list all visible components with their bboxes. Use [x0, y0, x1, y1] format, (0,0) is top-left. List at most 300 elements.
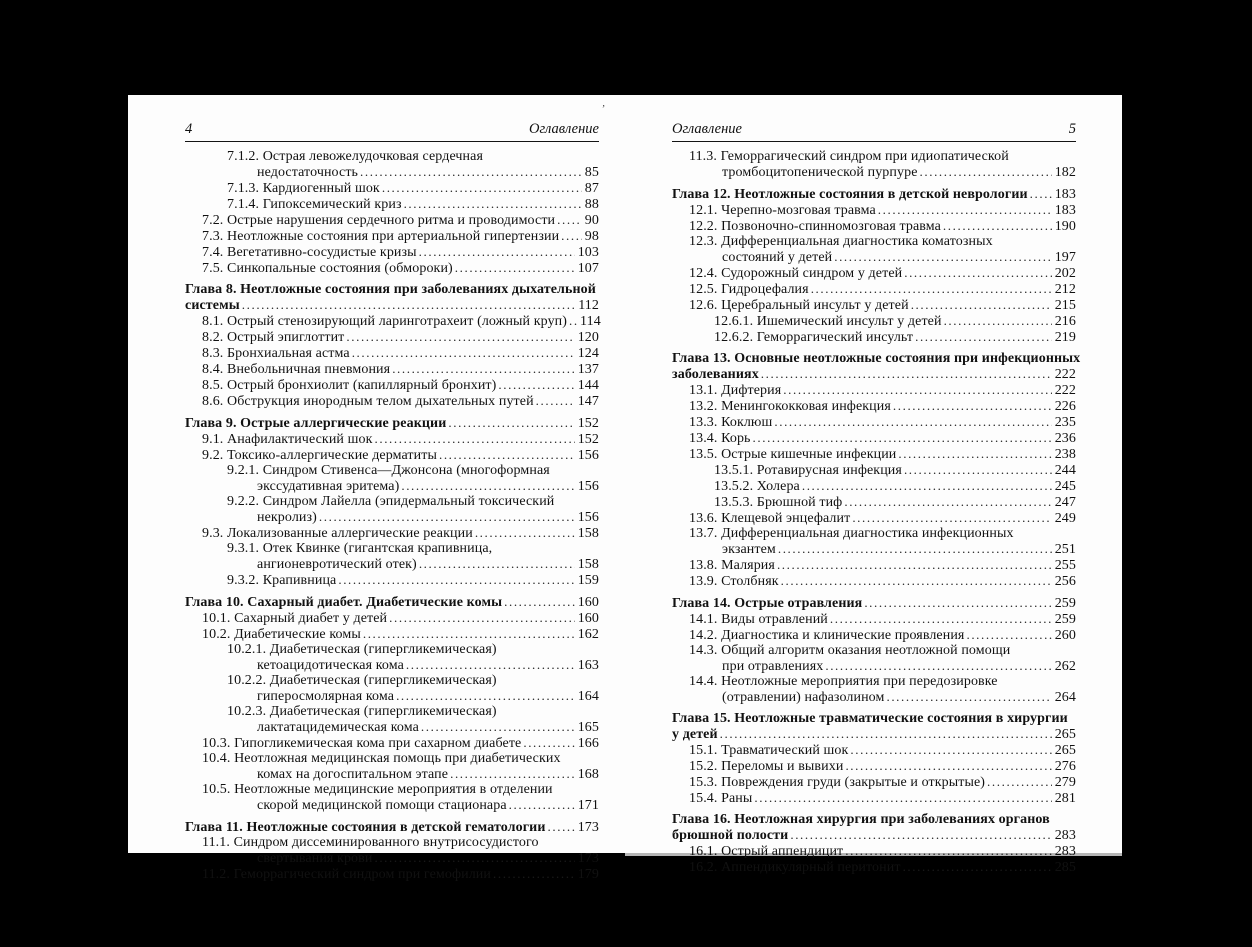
toc-entry — [672, 382, 1076, 398]
toc-entry — [672, 414, 1076, 430]
entry-text: ангионевротический отек) — [257, 557, 417, 572]
toc-entry — [185, 149, 599, 180]
entry-text: 15.4. Раны — [689, 791, 753, 806]
toc-entry — [185, 866, 599, 882]
entry-text: 13.5.1. Ротавирусная инфекция — [714, 463, 902, 478]
entry-text: 11.2. Геморрагический синдром при гемофилии — [202, 867, 491, 882]
toc-line — [672, 398, 1076, 414]
dot-leader — [389, 610, 575, 626]
entry-text: 14.1. Виды отравлений — [689, 612, 828, 627]
toc-entry — [672, 149, 1076, 180]
entry-page-number: 285 — [1054, 860, 1076, 875]
entry-page-number: 276 — [1054, 759, 1076, 774]
toc-line — [672, 526, 1076, 541]
entry-page-number: 173 — [577, 851, 599, 866]
entry-text: 13.5.2. Холера — [714, 479, 800, 494]
entry-page-number: 190 — [1054, 219, 1076, 234]
entry-text: 10.2.2. Диабетическая (гипергликемическая) — [227, 673, 497, 688]
dot-leader — [493, 866, 575, 882]
entry-page-number: 202 — [1054, 266, 1076, 281]
toc-entry — [672, 711, 1076, 742]
entry-page-number: 226 — [1054, 399, 1076, 414]
toc-entry — [672, 758, 1076, 774]
entry-page-number: 236 — [1054, 431, 1076, 446]
toc-line — [185, 541, 599, 556]
entry-page-number: 183 — [1054, 187, 1076, 202]
toc-line — [185, 164, 599, 180]
dot-leader — [374, 850, 574, 866]
toc-line — [672, 446, 1076, 462]
toc-line — [672, 414, 1076, 430]
entry-text: 7.1.2. Острая левожелудочковая сердечная — [227, 149, 483, 164]
toc-entry — [185, 782, 599, 813]
dot-leader — [920, 164, 1052, 180]
toc-line — [185, 766, 599, 782]
toc-line — [672, 774, 1076, 790]
toc-line — [185, 819, 599, 835]
dot-leader — [825, 658, 1051, 674]
toc-line — [672, 149, 1076, 164]
dot-leader — [844, 494, 1051, 510]
entry-page-number: 90 — [584, 213, 599, 228]
entry-page-number: 245 — [1054, 479, 1076, 494]
entry-text: 16.2. Аппендикулярный перитонит — [689, 860, 901, 875]
dot-leader — [783, 382, 1051, 398]
dot-leader — [419, 556, 575, 572]
dot-leader — [419, 244, 575, 260]
toc-line — [185, 212, 599, 228]
toc-line — [672, 758, 1076, 774]
entry-page-number: 197 — [1054, 250, 1076, 265]
dot-leader — [987, 774, 1052, 790]
entry-page-number: 152 — [577, 432, 599, 447]
toc-line — [185, 377, 599, 393]
toc-line — [185, 572, 599, 588]
entry-text: 13.5. Острые кишечные инфекции — [689, 447, 897, 462]
entry-text: 9.2.1. Синдром Стивенса—Джонсона (многоформная — [227, 463, 550, 478]
dot-leader — [911, 297, 1052, 313]
toc-line — [185, 642, 599, 657]
entry-text: 13.9. Столбняк — [689, 574, 779, 589]
toc-entry — [672, 843, 1076, 859]
toc-entry — [672, 774, 1076, 790]
scan-artifact-mark: ’ — [601, 103, 605, 115]
entry-page-number: 222 — [1054, 367, 1076, 382]
toc-entry — [185, 345, 599, 361]
entry-text: недостаточность — [257, 165, 359, 180]
toc-line — [672, 218, 1076, 234]
entry-text: 14.2. Диагностика и клинические проявления — [689, 628, 965, 643]
entry-page-number: 281 — [1054, 791, 1076, 806]
entry-text: 8.5. Острый бронхиолит (капиллярный бронхит) — [202, 378, 497, 393]
dot-leader — [778, 541, 1052, 557]
toc-line — [672, 711, 1076, 726]
toc-line — [185, 688, 599, 704]
dot-leader — [915, 329, 1052, 345]
toc-entry — [672, 478, 1076, 494]
toc-entry — [185, 180, 599, 196]
toc-entry — [185, 329, 599, 345]
toc-entry — [185, 610, 599, 626]
toc-entry — [185, 494, 599, 525]
toc-entry — [185, 260, 599, 276]
dot-leader — [781, 573, 1052, 589]
dot-leader — [448, 415, 574, 431]
dot-leader — [845, 758, 1051, 774]
entry-text: 16.1. Острый аппендицит — [689, 844, 844, 859]
entry-text: комах на догоспитальном этапе — [257, 767, 449, 782]
toc-entry — [672, 186, 1076, 202]
dot-leader — [1030, 186, 1052, 202]
toc-entry — [185, 626, 599, 642]
toc-line — [185, 797, 599, 813]
toc-line — [672, 689, 1076, 705]
entry-page-number: 260 — [1054, 628, 1076, 643]
entry-text: Глава 11. Неотложные состояния в детской гематологии — [185, 820, 546, 835]
dot-leader — [802, 478, 1052, 494]
toc-line — [185, 415, 599, 431]
dot-leader — [363, 626, 575, 642]
entry-page-number: 164 — [577, 689, 599, 704]
page-right — [625, 95, 1122, 875]
entry-text: 10.2. Диабетические комы — [202, 627, 361, 642]
toc-entry — [185, 313, 599, 329]
entry-text: 15.2. Переломы и вывихи — [689, 759, 844, 774]
entry-text: 7.1.4. Гипоксемический криз — [227, 197, 402, 212]
toc-line — [672, 366, 1076, 382]
entry-page-number: 247 — [1054, 495, 1076, 510]
entry-page-number: 265 — [1054, 743, 1076, 758]
toc-line — [185, 329, 599, 345]
toc-entry — [672, 510, 1076, 526]
entry-text: 14.3. Общий алгоритм оказания неотложной помощи — [689, 643, 1011, 658]
toc-entry — [672, 351, 1081, 382]
toc-line — [185, 313, 599, 329]
entry-text: 10.2.1. Диабетическая (гипергликемическая) — [227, 642, 497, 657]
page-header — [672, 121, 1076, 142]
toc-line — [672, 164, 1076, 180]
toc-entry — [185, 415, 599, 431]
entry-text: 7.5. Синкопальные состояния (обмороки) — [202, 261, 453, 276]
page-number: 5 — [1068, 121, 1076, 137]
entry-text: 9.3.1. Отек Квинке (гигантская крапивница, — [227, 541, 493, 556]
dot-leader — [319, 509, 575, 525]
dot-leader — [421, 719, 575, 735]
dot-leader — [404, 196, 582, 212]
toc-entry — [672, 557, 1076, 573]
entry-text: Глава 10. Сахарный диабет. Диабетические комы — [185, 595, 503, 610]
toc-line — [672, 186, 1076, 202]
toc-entry — [672, 674, 1076, 705]
toc-line — [672, 382, 1076, 398]
entry-text: 13.7. Дифференциальная диагностика инфекционных — [689, 526, 1014, 541]
toc-entry — [672, 526, 1076, 557]
dot-leader — [790, 827, 1051, 843]
toc-entry — [185, 212, 599, 228]
dot-leader — [498, 377, 574, 393]
entry-text: 7.4. Вегетативно-сосудистые кризы — [202, 245, 417, 260]
entry-page-number: 85 — [584, 165, 599, 180]
entry-text: 9.2. Токсико-аллергические дерматиты — [202, 448, 437, 463]
dot-leader — [878, 202, 1052, 218]
dot-leader — [382, 180, 582, 196]
page-header — [185, 121, 599, 142]
entry-text: 8.4. Внебольничная пневмония — [202, 362, 391, 377]
entry-text: Глава 15. Неотложные травматические состояния в хирургии — [672, 711, 1068, 726]
dot-leader — [834, 249, 1051, 265]
entry-text: (отравлении) нафазолином — [722, 690, 885, 705]
entry-page-number: 114 — [580, 314, 601, 329]
entry-text: 8.6. Обструкция инородным телом дыхательных путей — [202, 394, 534, 409]
entry-page-number: 244 — [1054, 463, 1076, 478]
dot-leader — [509, 797, 575, 813]
entry-page-number: 160 — [577, 595, 599, 610]
dot-leader — [401, 478, 574, 494]
toc-entry — [185, 463, 599, 494]
toc-entry — [672, 265, 1076, 281]
dot-leader — [242, 297, 575, 313]
dot-leader — [569, 313, 577, 329]
toc-line — [185, 657, 599, 673]
entry-text: 11.3. Геморрагический синдром при идиопатической — [689, 149, 1009, 164]
dot-leader — [774, 414, 1051, 430]
entry-text: тромбоцитопенической пурпуре — [722, 165, 918, 180]
entry-page-number: 212 — [1054, 282, 1076, 297]
entry-page-number: 165 — [577, 720, 599, 735]
toc-line — [185, 673, 599, 688]
toc-line — [185, 393, 599, 409]
toc-line — [185, 610, 599, 626]
entry-text: 12.1. Черепно-мозговая травма — [689, 203, 876, 218]
toc-entry — [185, 673, 599, 704]
entry-page-number: 251 — [1054, 542, 1076, 557]
entry-text: 15.1. Травматический шок — [689, 743, 849, 758]
toc-entry — [672, 398, 1076, 414]
dot-leader — [777, 557, 1052, 573]
entry-page-number: 156 — [577, 448, 599, 463]
entry-text: скорой медицинской помощи стационара — [257, 798, 507, 813]
toc-line — [185, 149, 599, 164]
dot-leader — [548, 819, 575, 835]
toc-line — [672, 611, 1076, 627]
toc-entry — [672, 297, 1076, 313]
entry-page-number: 158 — [577, 526, 599, 541]
toc-entry — [185, 431, 599, 447]
dot-leader — [523, 735, 574, 751]
dot-leader — [455, 260, 575, 276]
entry-page-number: 120 — [577, 330, 599, 345]
dot-leader — [845, 843, 1051, 859]
toc-line — [185, 463, 599, 478]
running-title: Оглавление — [529, 121, 599, 137]
toc-line — [672, 510, 1076, 526]
dot-leader — [352, 345, 575, 361]
toc-line — [672, 658, 1076, 674]
toc-line — [185, 260, 599, 276]
toc-line — [185, 431, 599, 447]
entry-page-number: 160 — [577, 611, 599, 626]
entry-text: брюшной полости — [672, 828, 789, 843]
entry-page-number: 159 — [577, 573, 599, 588]
toc-line — [672, 742, 1076, 758]
dot-leader — [886, 689, 1051, 705]
dot-leader — [557, 212, 582, 228]
toc-line — [185, 196, 599, 212]
toc-entry — [672, 573, 1076, 589]
toc-line — [185, 751, 599, 766]
entry-text: 13.6. Клещевой энцефалит — [689, 511, 851, 526]
toc-line — [672, 351, 1081, 366]
entry-page-number: 283 — [1054, 844, 1076, 859]
toc-line — [672, 462, 1076, 478]
entry-page-number: 256 — [1054, 574, 1076, 589]
toc-entry — [672, 281, 1076, 297]
entry-page-number: 162 — [577, 627, 599, 642]
page-number: 4 — [185, 121, 193, 137]
toc-line — [672, 726, 1076, 742]
toc-right — [672, 149, 1081, 875]
toc-entry — [672, 812, 1076, 843]
toc-line — [185, 704, 599, 719]
entry-text: 15.3. Повреждения груди (закрытые и открытые) — [689, 775, 986, 790]
entry-text: Глава 16. Неотложная хирургия при заболеваниях органов — [672, 812, 1050, 827]
entry-page-number: 265 — [1054, 727, 1076, 742]
toc-line — [672, 843, 1076, 859]
entry-page-number: 158 — [577, 557, 599, 572]
entry-text: 9.3.2. Крапивница — [227, 573, 337, 588]
entry-text: гиперосмолярная кома — [257, 689, 395, 704]
entry-page-number: 156 — [577, 479, 599, 494]
toc-line — [672, 643, 1076, 658]
toc-line — [185, 282, 599, 297]
entry-page-number: 279 — [1054, 775, 1076, 790]
entry-page-number: 112 — [578, 298, 599, 313]
toc-entry — [185, 244, 599, 260]
entry-text: некролиз) — [257, 510, 317, 525]
dot-leader — [943, 218, 1052, 234]
entry-text: 10.5. Неотложные медицинские мероприятия в отделении — [202, 782, 553, 797]
dot-leader — [406, 657, 575, 673]
entry-text: 9.1. Анафилактический шок — [202, 432, 373, 447]
entry-page-number: 147 — [577, 394, 599, 409]
toc-line — [672, 812, 1076, 827]
entry-text: 13.8. Малярия — [689, 558, 775, 573]
toc-line — [185, 361, 599, 377]
entry-text: состояний у детей — [722, 250, 833, 265]
toc-entry — [185, 447, 599, 463]
dot-leader — [753, 430, 1052, 446]
toc-entry — [672, 218, 1076, 234]
dot-leader — [338, 572, 574, 588]
toc-line — [185, 244, 599, 260]
toc-entry — [672, 742, 1076, 758]
toc-entry — [185, 282, 599, 313]
dot-leader — [904, 462, 1052, 478]
toc-line — [672, 234, 1076, 249]
toc-line — [672, 859, 1076, 875]
toc-line — [672, 249, 1076, 265]
entry-text: 10.4. Неотложная медицинская помощь при диабетических — [202, 751, 561, 766]
toc-line — [185, 556, 599, 572]
toc-entry — [185, 361, 599, 377]
entry-page-number: 259 — [1054, 612, 1076, 627]
entry-text: при отравлениях — [722, 659, 824, 674]
toc-line — [185, 626, 599, 642]
entry-text: Глава 8. Неотложные состояния при заболеваниях дыхательной — [185, 282, 596, 297]
dot-leader — [903, 859, 1052, 875]
entry-text: 12.6.1. Ишемический инсульт у детей — [714, 314, 942, 329]
entry-page-number: 219 — [1054, 330, 1076, 345]
toc-line — [185, 494, 599, 509]
entry-page-number: 144 — [577, 378, 599, 393]
toc-entry — [672, 611, 1076, 627]
entry-text: 8.1. Острый стенозирующий ларинготрахеит (ложный круп) — [202, 314, 568, 329]
entry-text: системы — [185, 298, 240, 313]
entry-text: 12.2. Позвоночно-спинномозговая травма — [689, 219, 941, 234]
toc-line — [672, 541, 1076, 557]
entry-page-number: 255 — [1054, 558, 1076, 573]
entry-text: 13.5.3. Брюшной тиф — [714, 495, 843, 510]
book-spread — [128, 95, 1122, 882]
toc-line — [672, 281, 1076, 297]
toc-entry — [672, 313, 1076, 329]
toc-line — [185, 782, 599, 797]
toc-entry — [672, 859, 1076, 875]
entry-page-number: 98 — [584, 229, 599, 244]
entry-text: 10.1. Сахарный диабет у детей — [202, 611, 388, 626]
toc-line — [185, 180, 599, 196]
toc-line — [185, 525, 599, 541]
entry-page-number: 262 — [1054, 659, 1076, 674]
entry-text: свертывания крови — [257, 851, 373, 866]
toc-line — [185, 345, 599, 361]
entry-text: 9.2.2. Синдром Лайелла (эпидермальный токсический — [227, 494, 555, 509]
toc-entry — [185, 704, 599, 735]
entry-page-number: 171 — [577, 798, 599, 813]
toc-entry — [672, 790, 1076, 806]
dot-leader — [830, 611, 1052, 627]
entry-page-number: 235 — [1054, 415, 1076, 430]
entry-text: 12.3. Дифференциальная диагностика коматозных — [689, 234, 993, 249]
toc-entry — [185, 642, 599, 673]
entry-page-number: 168 — [577, 767, 599, 782]
entry-page-number: 183 — [1054, 203, 1076, 218]
running-title: Оглавление — [672, 121, 742, 137]
toc-line — [185, 509, 599, 525]
toc-line — [185, 228, 599, 244]
toc-line — [185, 735, 599, 751]
toc-entry — [185, 525, 599, 541]
entry-text: 13.4. Корь — [689, 431, 751, 446]
toc-entry — [672, 202, 1076, 218]
dot-leader — [346, 329, 574, 345]
dot-leader — [754, 790, 1051, 806]
dot-leader — [439, 447, 575, 463]
entry-page-number: 264 — [1054, 690, 1076, 705]
dot-leader — [893, 398, 1052, 414]
toc-line — [672, 674, 1076, 689]
entry-text: 14.4. Неотложные мероприятия при передозировке — [689, 674, 998, 689]
dot-leader — [811, 281, 1052, 297]
toc-line — [185, 594, 599, 610]
toc-line — [672, 265, 1076, 281]
entry-page-number: 238 — [1054, 447, 1076, 462]
entry-text: 7.2. Острые нарушения сердечного ритма и проводимости — [202, 213, 556, 228]
entry-page-number: 182 — [1054, 165, 1076, 180]
entry-text: 13.1. Дифтерия — [689, 383, 782, 398]
entry-text: Глава 9. Острые аллергические реакции — [185, 416, 447, 431]
dot-leader — [360, 164, 582, 180]
